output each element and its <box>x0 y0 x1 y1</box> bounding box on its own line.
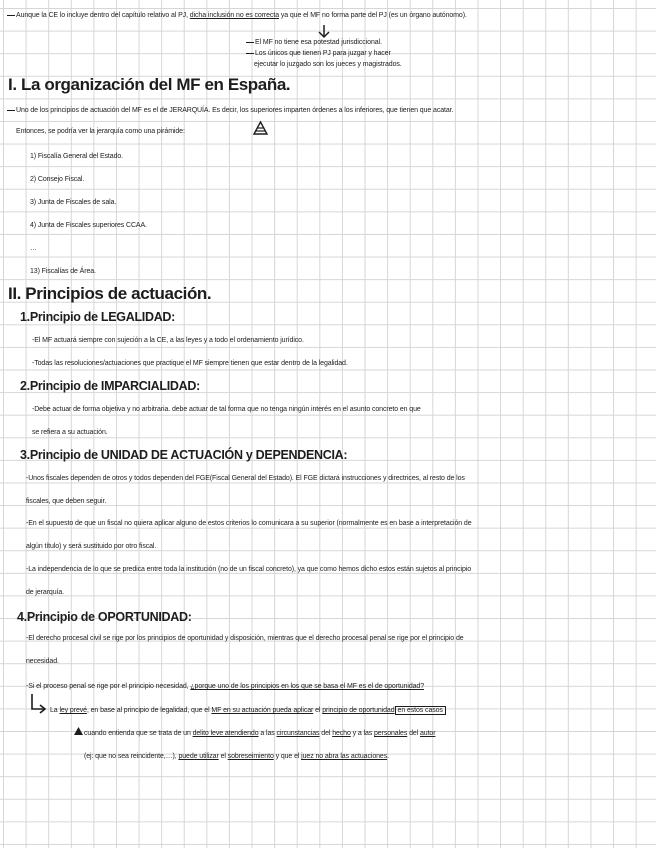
intro-line-4: ejecutar lo juzgado son los jueces y magistrados. <box>254 61 402 68</box>
hierarchy-item: 1) Fiscalía General del Estado. <box>30 153 124 160</box>
dash-bullet <box>7 110 15 111</box>
dash-bullet <box>246 42 254 43</box>
oportunidad-bullet: -El derecho procesal civil se rige por los principios de oportunidad y disposición, mientras que el derecho procesal penal se rige por el principio de <box>26 635 464 642</box>
oportunidad-explanation-2: cuando entienda que se trata de un delito leve atendiendo a las circunstancias del hecho y a las personales del autor <box>84 730 436 737</box>
hierarchy-item: … <box>30 245 37 252</box>
section-2-title: II. Principios de actuación. <box>8 284 212 303</box>
intro-line-3: Los únicos que tienen PJ para juzgar y hacer <box>246 49 391 59</box>
hierarchy-item: 3) Junta de Fiscales de sala. <box>30 199 117 206</box>
hierarchy-item: 4) Junta de Fiscales superiores CCAA. <box>30 222 147 229</box>
oportunidad-bullet-cont: necesidad. <box>26 658 59 665</box>
unidad-title: 3.Principio de UNIDAD DE ACTUACIÓN y DEPENDENCIA: <box>20 448 348 462</box>
unidad-bullet-cont: algún título) y será sustituido por otro fiscal. <box>26 543 157 550</box>
section-1-title: I. La organización del MF en España. <box>8 75 291 94</box>
oportunidad-title: 4.Principio de OPORTUNIDAD: <box>17 610 192 624</box>
intro-text-end: ya que el MF no forma parte del PJ (es un órgano autónomo). <box>279 12 467 19</box>
imparcialidad-bullet: -Debe actuar de forma objetiva y no arbitraria. debe actuar de tal forma que no tenga ningún interés en el asunto concreto en que <box>32 406 421 413</box>
intro-line-1 <box>7 11 467 21</box>
imparcialidad-title: 2.Principio de IMPARCIALIDAD: <box>20 379 200 393</box>
pyramid-icon <box>253 121 268 135</box>
intro-underlined: dicha inclusión no es correcta <box>189 12 279 19</box>
unidad-bullet-cont: de jerarquía. <box>26 589 65 596</box>
intro-text: Aunque la CE lo incluye dentro del capítulo relativo al PJ, <box>16 12 190 19</box>
legalidad-title: 1.Principio de LEGALIDAD: <box>20 310 176 324</box>
intro-line-2: El MF no tiene esa potestad jurisdiccional. <box>246 38 382 48</box>
oportunidad-explanation-1: La ley prevé, en base al principio de legalidad, que el MF en su actuación pueda aplicar el principio de oportunidad en estos casos <box>50 706 446 716</box>
oportunidad-explanation-3: (ej: que no sea reincidente,…), puede utilizar el sobreseimiento y que el juez no abra las actuaciones. <box>84 753 389 760</box>
corner-arrow-icon <box>30 694 48 714</box>
sec1-paragraph-2: Entonces, se podría ver la jerarquía como una pirámide: <box>16 128 185 135</box>
unidad-bullet: -La independencia de lo que se predica entre toda la institución (no de un fiscal concreto), ya que como hemos dicho estos están sujetos al principio <box>26 566 472 573</box>
dash-bullet <box>7 15 15 16</box>
imparcialidad-bullet-cont: se refiera a su actuación. <box>32 429 108 436</box>
question-underlined: ¿porque uno de los principios en los que se basa el MF es el de oportunidad? <box>190 683 425 690</box>
unidad-bullet-cont: fiscales, que deben seguir. <box>26 498 107 505</box>
triangle-bullet-icon <box>74 727 83 735</box>
down-arrow-icon <box>318 25 330 39</box>
unidad-bullet: -En el supuesto de que un fiscal no quiera aplicar alguno de estos criterios lo comunicara a su superior (normalmente es en base a interpretación de <box>26 520 472 527</box>
oportunidad-bullet: -Si el proceso penal se rige por el principio necesidad, ¿porque uno de los principios en los que se basa el MF es el de oportunidad? <box>26 683 425 690</box>
boxed-text: en estos casos <box>395 706 446 715</box>
dash-bullet <box>246 53 254 54</box>
legalidad-bullet: -El MF actuará siempre con sujeción a la CE, a las leyes y a todo el ordenamiento jurídico. <box>32 337 304 344</box>
hierarchy-item: 2) Consejo Fiscal. <box>30 176 85 183</box>
sec1-paragraph-1: Uno de los principios de actuación del MF es el de JERARQUÍA. Es decir, los superiores imparten órdenes a los inferiores, que tienen que acatar. <box>7 106 453 116</box>
legalidad-bullet: -Todas las resoluciones/actuaciones que practique el MF siempre tienen que estar dentro de la legalidad. <box>32 360 348 367</box>
unidad-bullet: -Unos fiscales dependen de otros y todos dependen del FGE(Fiscal General del Estado). El FGE dictará instrucciones y directrices, al resto de los <box>26 475 465 482</box>
hierarchy-item: 13) Fiscalías de Área. <box>30 268 96 275</box>
